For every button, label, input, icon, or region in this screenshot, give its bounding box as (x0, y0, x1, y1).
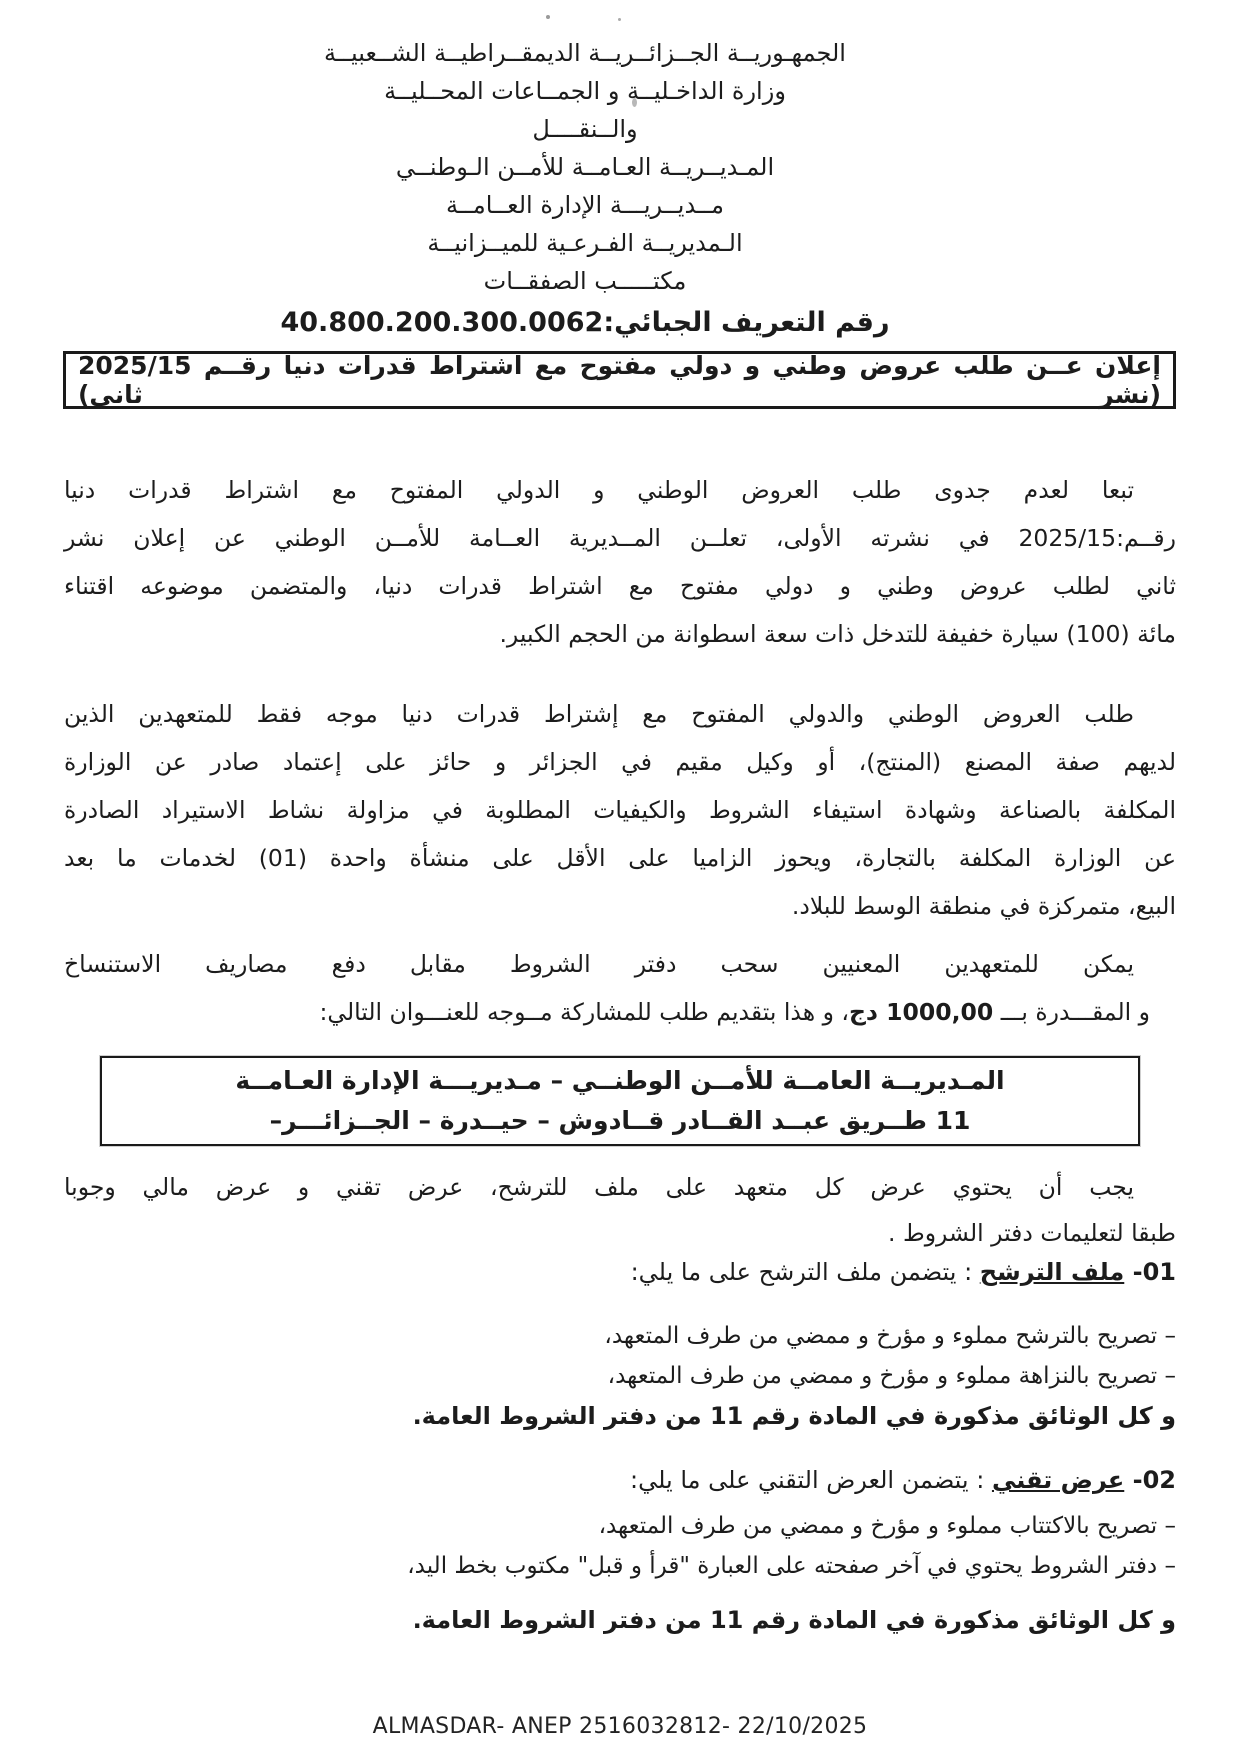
text-line: ثاني لطلب عروض وطني و دولي مفتوح مع اشتراط قدرات دنيا، والمتضمن موضوعه اقتناء (64, 572, 1176, 600)
tender-title: إعلان عــن طلب عروض وطني و دولي مفتوح مع اشتراط قدرات دنيا رقــم 2025/15 (نشر ثاني) (78, 351, 1161, 409)
text-line: يجب أن يحتوي عرض كل متعهد على ملف للترشح، عرض تقني و عرض مالي وجوبا (64, 1173, 1134, 1201)
tax-id-line: رقم التعريف الجبائي:40.800.200.300.0062 (280, 307, 890, 338)
candidacy-file-items (64, 1316, 1176, 1396)
text-line: مائة (100) سيارة خفيفة للتدخل ذات سعة اسطوانة من الحجم الكبير. (499, 620, 1176, 648)
section-heading-candidacy-file (64, 1252, 1176, 1292)
document-header (0, 34, 1170, 300)
paragraph-fee (64, 940, 1176, 1036)
section-tail: : يتضمن ملف الترشح على ما يلي: (630, 1258, 980, 1286)
header-line-contracts-office: مكتـــــب الصفقــات (483, 267, 687, 295)
section-number: 02- (1124, 1466, 1176, 1494)
text-line: رقــم:2025/15 في نشرته الأولى، تعلــن المــديرية العــامة للأمــن الوطني عن إعلان نشر (64, 524, 1176, 552)
fee-text-before: و المقـــدرة بـــ (993, 998, 1150, 1026)
text-line: المكلفة بالصناعة وشهادة استيفاء الشروط والكيفيات المطلوبة في مزاولة نشاط الاستيراد الصادرة (64, 796, 1176, 824)
header-line-republic: الجمهـوريــة الجــزائــريــة الديمقــراطيــة الشــعبيــة (324, 39, 846, 67)
address-box (100, 1056, 1140, 1146)
candidacy-file-note: و كل الوثائق مذكورة في المادة رقم 11 من دفتر الشروط العامة. (412, 1402, 1176, 1430)
scan-speck (546, 15, 550, 19)
section-title: عرض تقني (991, 1466, 1125, 1494)
tender-title-box (63, 351, 1176, 409)
section-heading-technical-offer (64, 1460, 1176, 1500)
header-line-transport: والــنقــــل (532, 115, 638, 143)
paragraph-eligibility (64, 690, 1176, 930)
list-item: – تصريح بالنزاهة مملوء و مؤرخ و ممضي من طرف المتعهد، (607, 1363, 1176, 1389)
section-number: 01- (1124, 1258, 1176, 1286)
text-line: لديهم صفة المصنع (المنتج)، أو وكيل مقيم في الجزائر و حائز على إعتماد صادر عن الوزارة (64, 748, 1176, 776)
header-line-budget-subdirectorate: الـمديريــة الفـرعـية للميــزانيــة (427, 229, 743, 257)
text-line: يمكن للمتعهدين المعنيين سحب دفتر الشروط مقابل دفع مصاريف الاستنساخ (64, 950, 1134, 978)
text-line: البيع، متمركزة في منطقة الوسط للبلاد. (791, 892, 1176, 920)
header-line-ministry: وزارة الداخـليــة و الجمــاعات المحــليــة (384, 77, 786, 105)
paragraph-announcement (64, 466, 1176, 658)
footer-credit: ALMASDAR- ANEP 2516032812- 22/10/2025 (372, 1714, 868, 1739)
list-item: – تصريح بالاكتتاب مملوء و مؤرخ و ممضي من طرف المتعهد، (598, 1513, 1176, 1539)
list-item: – دفتر الشروط يحتوي في آخر صفحته على العبارة "قرأ و قبل" مكتوب بخط اليد، (407, 1553, 1176, 1579)
technical-offer-items (64, 1506, 1176, 1586)
paragraph-offer-structure (64, 1164, 1176, 1256)
section-title: ملف الترشح (979, 1258, 1125, 1286)
list-item: – تصريح بالترشح مملوء و مؤرخ و ممضي من طرف المتعهد، (604, 1323, 1176, 1349)
address-line-directorate: المـديريــة العامــة للأمــن الوطنــي – مـديريـــة الإدارة العـامــة (235, 1066, 1005, 1095)
fee-amount: 1000,00 دج (848, 998, 994, 1026)
header-line-dgsn: المـديــريــة العـامــة للأمــن الـوطنــي (395, 153, 775, 181)
text-line: طبقا لتعليمات دفتر الشروط . (888, 1219, 1176, 1247)
fee-text-after: ، و هذا بتقديم طلب للمشاركة مــوجه للعنـــوان التالي: (319, 998, 849, 1026)
text-line: عن الوزارة المكلفة بالتجارة، ويحوز الزاميا على الأقل على منشأة واحدة (01) لخدمات ما بعد (64, 844, 1176, 872)
address-line-street: 11 طــريق عبــد القــادر قــادوش – حيــدرة – الجــزائـــر– (269, 1106, 971, 1135)
section-tail: : يتضمن العرض التقني على ما يلي: (629, 1466, 992, 1494)
scan-speck (618, 18, 621, 21)
text-line: طلب العروض الوطني والدولي المفتوح مع إشتراط قدرات دنيا موجه فقط للمتعهدين الذين (64, 700, 1134, 728)
technical-offer-note: و كل الوثائق مذكورة في المادة رقم 11 من دفتر الشروط العامة. (412, 1606, 1176, 1634)
text-line (64, 988, 1176, 1036)
header-line-general-admin: مــديــريـــة الإدارة العــامــة (446, 191, 724, 219)
text-line: تبعا لعدم جدوى طلب العروض الوطني و الدولي المفتوح مع اشتراط قدرات دنيا (64, 476, 1134, 504)
